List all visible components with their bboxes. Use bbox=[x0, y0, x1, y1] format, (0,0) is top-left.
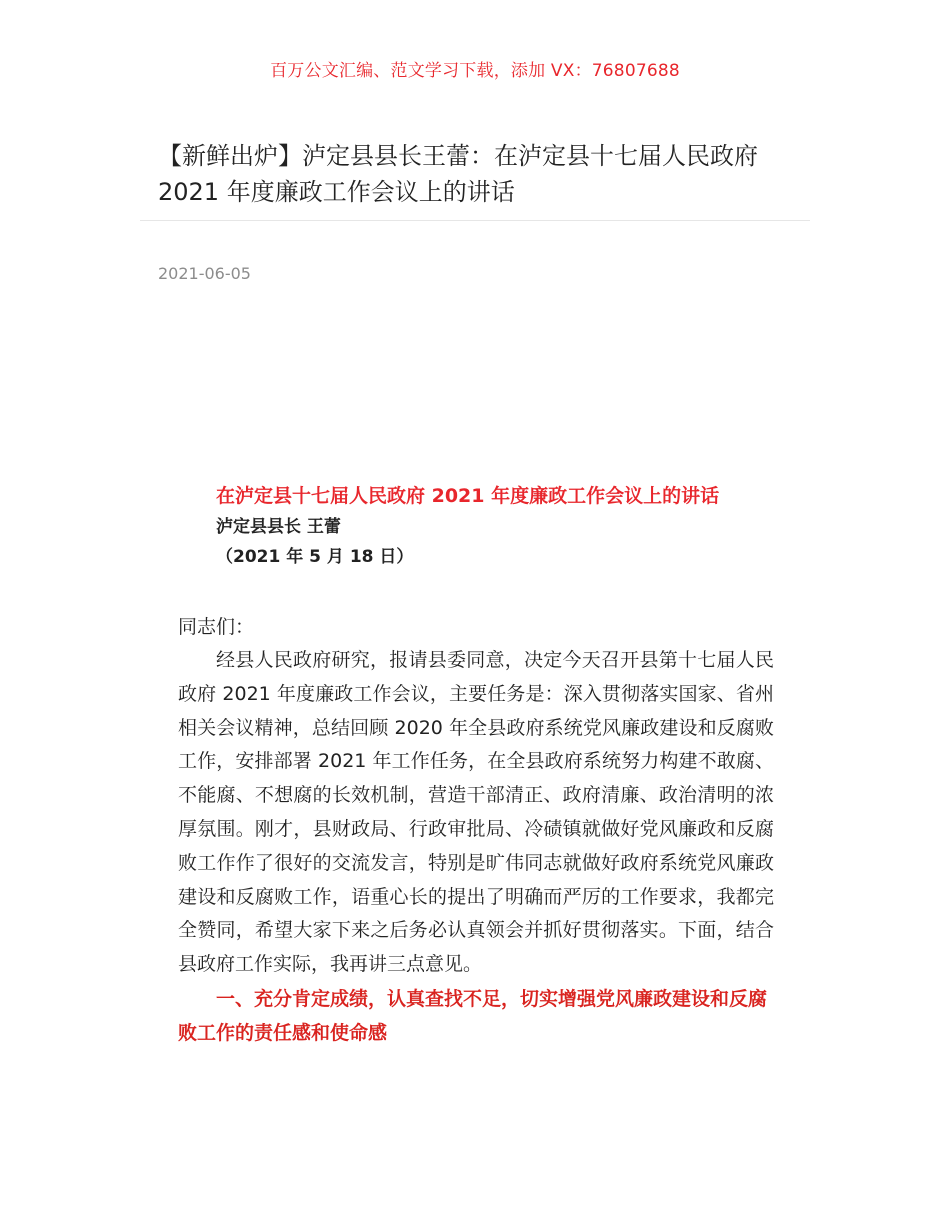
speech-title: 在泸定县十七届人民政府 2021 年度廉政工作会议上的讲话 bbox=[216, 485, 720, 507]
salutation: 同志们： bbox=[178, 616, 255, 638]
title-divider bbox=[140, 220, 810, 221]
article-body bbox=[178, 480, 774, 1050]
body-paragraph: 经县人民政府研究，报请县委同意，决定今天召开县第十七届人民政府 2021 年度廉政工作会议，主要任务是：深入贯彻落实国家、省州相关会议精神，总结回顾 2020 年全县政府系统党风廉政建设和反腐败工作，安排部署 2021 年工作任务，在全县政府系统努力构建不敢腐、不能腐、不想腐的长效机制，营造干部清正、政府清廉、政治清明的浓厚氛围。刚才，县财政局、行政审批局、冷碛镇就做好党风廉政和反腐败工作作了很好的交流发言，特别是旷伟同志就做好政府系统党风廉政建设和反腐败工作，语重心长的提出了明确而严厉的工作要求，我都完全赞同，希望大家下来之后务必认真领会并抓好贯彻落实。下面，结合县政府工作实际，我再讲三点意见。 bbox=[178, 649, 774, 976]
speaker-line: 泸定县县长 王蕾 bbox=[216, 517, 341, 537]
publish-date: 2021-06-05 bbox=[158, 264, 251, 283]
promo-banner: 百万公文汇编、范文学习下载，添加 VX：76807688 bbox=[270, 61, 680, 81]
section-heading: 一、充分肯定成绩，认真查找不足，切实增强党风廉政建设和反腐败工作的责任感和使命感 bbox=[178, 987, 768, 1044]
speech-date: （2021 年 5 月 18 日） bbox=[216, 547, 414, 567]
article-title: 【新鲜出炉】泸定县县长王蕾：在泸定县十七届人民政府 2021 年度廉政工作会议上的讲话 bbox=[158, 142, 758, 206]
